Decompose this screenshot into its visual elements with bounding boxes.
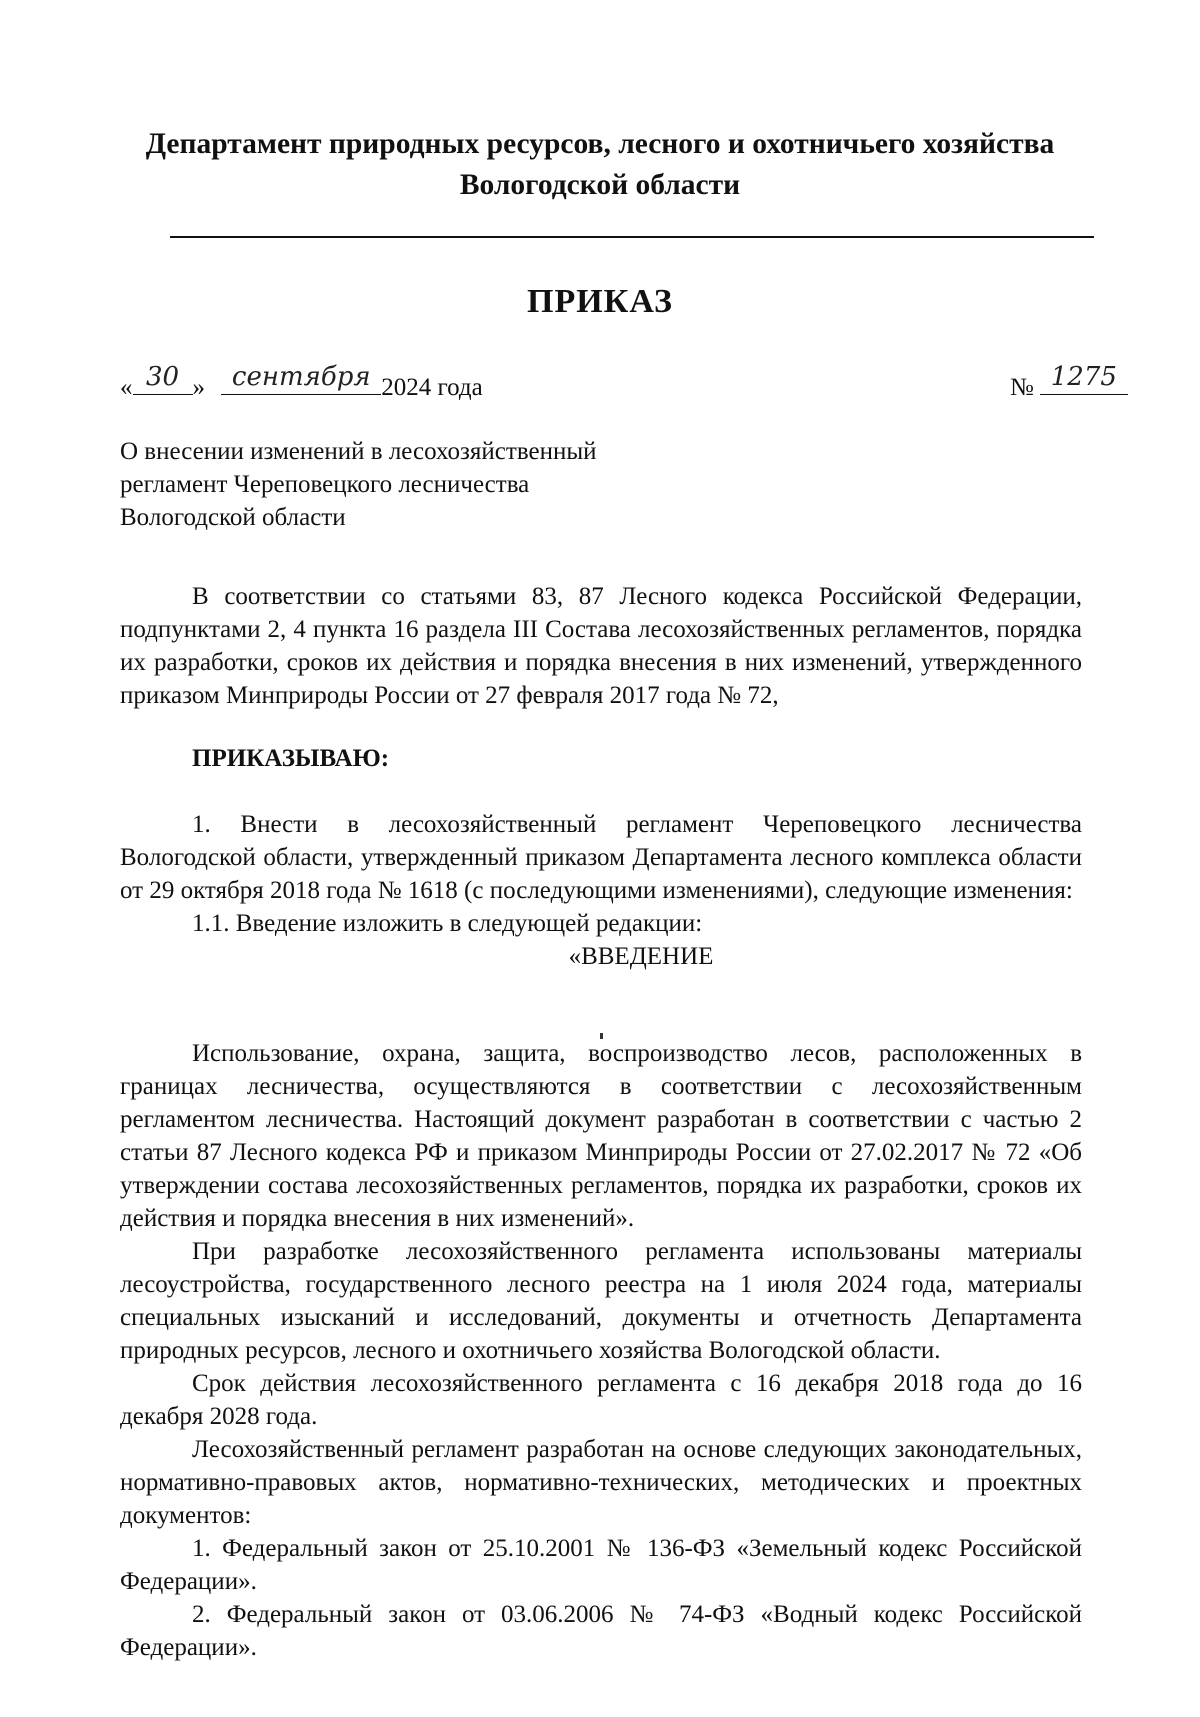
items-block xyxy=(120,808,1082,973)
subject-line1: О внесении изменений в лесохозяйственный xyxy=(120,438,597,465)
preamble-paragraph: В соответствии со статьями 83, 87 Лесного кодекса Российской Федерации, подпунктами 2, 4 пункта 16 раздела III Состава лесохозяйственных регламентов, порядка их разработки, сроков их действия и порядка внесения в них изменений, утвержденного приказом Минприроды России от 27 февраля 2017 года № 72, xyxy=(120,583,1082,709)
list-item: 2. Федеральный закон от 03.06.2006 № 74-ФЗ «Водный кодекс Российской Федерации». xyxy=(120,1601,1082,1661)
paragraph: Срок действия лесохозяйственного регламента с 16 декабря 2018 года до 16 декабря 2028 года. xyxy=(120,1370,1082,1430)
order-number xyxy=(1010,362,1128,402)
list-item: 1. Федеральный закон от 25.10.2001 № 136-ФЗ «Земельный кодекс Российской Федерации». xyxy=(120,1535,1082,1595)
paragraph: Использование, охрана, защита, воспроизводство лесов, расположенных в границах лесничества, осуществляются в соответствии с лесохозяйственным регламентом лесничества. Настоящий документ разработан в соответствии с частью 2 статьи 87 Лесного кодекса РФ и приказом Минприроды России от 27.02.2017 № 72 «Об утверждении состава лесохозяйственных регламентов, порядка их разработки, сроков их действия и порядка внесения в них изменений». xyxy=(120,1040,1082,1232)
open-quote: « xyxy=(120,374,133,401)
subject-line3: Вологодской области xyxy=(120,504,346,531)
department-header-line2: Вологодской области xyxy=(459,169,741,201)
paragraph: При разработке лесохозяйственного регламента использованы материалы лесоустройства, государственного лесного реестра на 1 июля 2024 года, материалы специальных изысканий и исследований, документы и отчетность Департамента природных ресурсов, лесного и охотничьего хозяйства Вологодской области. xyxy=(120,1238,1082,1364)
order-title: ПРИКАЗ xyxy=(527,283,673,320)
number-blank xyxy=(1040,362,1128,395)
department-header xyxy=(0,124,1200,206)
subject-line2: регламент Череповецкого лесничества xyxy=(120,471,530,498)
order-date xyxy=(120,362,483,402)
handwritten-number: 1275 xyxy=(1050,362,1117,392)
order-word: ПРИКАЗЫВАЮ: xyxy=(192,745,390,772)
order-word-block xyxy=(120,742,1082,775)
preamble-block xyxy=(120,580,1082,712)
day-blank xyxy=(133,362,193,395)
close-quote: » xyxy=(192,374,205,401)
month-blank xyxy=(221,362,381,395)
handwritten-day: 30 xyxy=(145,362,180,392)
item-1-1: 1.1. Введение изложить в следующей редакции: xyxy=(192,910,703,937)
handwritten-month: сентября xyxy=(231,362,371,392)
header-divider xyxy=(170,236,1094,238)
department-header-line1: Департамент природных ресурсов, лесного и охотничьего хозяйства xyxy=(145,128,1055,160)
item-1: 1. Внести в лесохозяйственный регламент Череповецкого лесничества Вологодской области, утвержденный приказом Департамента лесного комплекса области от 29 октября 2018 года № 1618 (с последующими изменениями), следующие изменения: xyxy=(120,811,1082,904)
intro-heading: «ВВЕДЕНИЕ xyxy=(568,943,714,970)
introduction-text xyxy=(120,1037,1082,1664)
order-subject xyxy=(120,435,597,534)
number-sign: № xyxy=(1010,374,1034,401)
paragraph: Лесохозяйственный регламент разработан на основе следующих законодательных, нормативно-правовых актов, нормативно-технических, методических и проектных документов: xyxy=(120,1436,1082,1529)
order-year: 2024 года xyxy=(381,374,483,401)
